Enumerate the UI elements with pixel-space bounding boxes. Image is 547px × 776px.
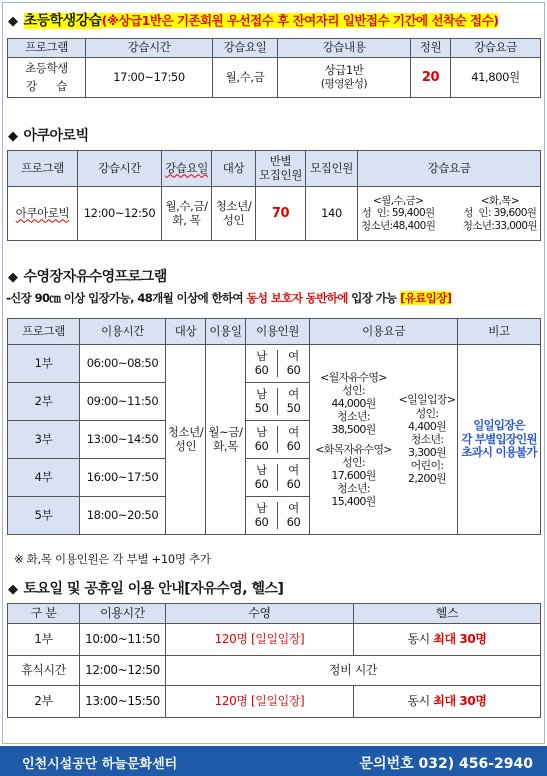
section-title-text: 수영장자유수영프로그램 <box>23 269 167 285</box>
footer-org: 인천시설공단 하늘문화센터 <box>22 757 178 772</box>
cell-capacity <box>246 345 310 383</box>
cell-time: 09:00~11:50 <box>80 383 166 421</box>
footer-contact: 문의번호 032) 456-2940 <box>359 756 533 772</box>
male-count <box>246 502 278 530</box>
male-value: 50 <box>254 400 269 415</box>
fee-mwf-youth: 청소년:48,400원 <box>361 219 436 232</box>
male-count <box>246 426 278 454</box>
gym-prefix: 동시 <box>407 694 434 709</box>
cell-gym <box>354 686 541 718</box>
cell-part: 3부 <box>8 421 80 459</box>
fee-tt-adult-label: 성인: <box>342 455 365 469</box>
header-days-text: 강습요일 <box>165 160 208 175</box>
cell-part: 1부 <box>8 345 80 383</box>
cell-part: 1부 <box>8 624 80 656</box>
female-label: 여 <box>288 462 299 477</box>
header-time: 이용시간 <box>80 604 166 624</box>
cell-time: 12:00~12:50 <box>78 187 162 241</box>
header-program: 프로그램 <box>8 151 78 187</box>
header-gym: 헬스 <box>354 604 541 624</box>
female-label: 여 <box>288 424 299 439</box>
cell-capacity <box>246 421 310 459</box>
female-label: 여 <box>288 348 299 363</box>
section-title-text: 초등학생강습 <box>23 13 102 29</box>
days-line1: 월,수,금/ <box>165 198 208 213</box>
cell-program <box>8 58 86 98</box>
fee-tt <box>463 195 537 233</box>
footer-bar <box>0 746 547 776</box>
cell-recruit: 140 <box>306 187 358 241</box>
free-swim-table <box>7 318 541 535</box>
gym-max: 최대 30명 <box>433 632 487 647</box>
header-content: 강습내용 <box>278 39 411 58</box>
female-value: 60 <box>286 476 301 491</box>
header-days <box>162 151 212 187</box>
cell-capacity <box>246 459 310 497</box>
section-title-weekend <box>8 578 283 598</box>
female-label: 여 <box>288 500 299 515</box>
section-notice: (※상급1반은 기존회원 우선접수 후 잔여자리 일반접수 기간에 선착순 접수) <box>101 13 499 28</box>
header-capacity: 정원 <box>411 39 451 58</box>
cell-part: 5부 <box>8 497 80 535</box>
remark-line3: 초과시 이용불가 <box>461 445 537 460</box>
male-count <box>246 388 278 416</box>
weekend-table <box>7 603 541 718</box>
cell-capacity <box>246 497 310 535</box>
cell-time: 13:00~15:50 <box>80 686 166 718</box>
fee-mwf-adult: 성 인: 59,400원 <box>361 207 435 220</box>
female-count <box>278 350 309 378</box>
cell-fee <box>310 345 458 535</box>
fee-tt-title: <화목자유수영> <box>315 442 392 456</box>
male-label: 남 <box>256 424 267 439</box>
cell-time: 16:00~17:50 <box>80 459 166 497</box>
fee-month-title: <월자유수영> <box>320 370 387 384</box>
female-label: 여 <box>288 386 299 401</box>
free-swim-note: ※ 화,목 이용인원은 각 부별 +10명 추가 <box>14 552 211 566</box>
diamond-bullet-icon: ◆ <box>8 582 18 597</box>
cell-content <box>278 58 411 98</box>
cell-maintenance: 정비 시간 <box>166 656 541 686</box>
cell-remark <box>458 345 541 535</box>
cell-time: 13:00~14:50 <box>80 421 166 459</box>
cell-capacity <box>246 383 310 421</box>
header-part: 구 분 <box>8 604 80 624</box>
fee-month-youth: 38,500원 <box>331 423 376 437</box>
header-recruit: 모집인원 <box>306 151 358 187</box>
header-program: 프로그램 <box>8 319 80 345</box>
male-value: 60 <box>254 476 269 491</box>
header-time: 강습시간 <box>78 151 162 187</box>
program-line1: 초등학생 <box>25 60 68 75</box>
header-swim: 수영 <box>166 604 354 624</box>
cell-time: 12:00~12:50 <box>80 656 166 686</box>
fee-mwf <box>361 195 435 233</box>
target-line1: 청소년/ <box>167 424 204 439</box>
female-value: 60 <box>286 362 301 377</box>
header-time: 이용시간 <box>80 319 166 345</box>
male-count <box>246 464 278 492</box>
fee-daily <box>397 393 457 485</box>
subtitle-mid: 입장 가능 <box>347 291 401 305</box>
header-target: 대상 <box>212 151 256 187</box>
header-remark: 비고 <box>458 319 541 345</box>
header-per-class <box>256 151 306 187</box>
male-label: 남 <box>256 500 267 515</box>
header-days: 강습요일 <box>213 39 278 58</box>
header-days: 이용일 <box>206 319 246 345</box>
female-value: 50 <box>286 400 301 415</box>
cell-days <box>206 345 246 535</box>
content-line1: 상급1반 <box>324 63 364 78</box>
fee-tt-adult: 17,600원 <box>331 468 376 482</box>
male-label: 남 <box>256 348 267 363</box>
cell-per-class: 70 <box>256 187 306 241</box>
remark-line2: 각 부별입장인원 <box>461 431 537 446</box>
cell-swim: 120명 [일일입장] <box>166 624 354 656</box>
header-fee: 강습요금 <box>451 39 541 58</box>
program-line2: 강 습 <box>26 78 67 93</box>
cell-time: 18:00~20:50 <box>80 497 166 535</box>
elementary-table <box>7 38 541 98</box>
subtitle-paid-tag: [유료입장] <box>400 291 452 305</box>
diamond-bullet-icon: ◆ <box>8 14 18 29</box>
section-title-text: 토요일 및 공휴일 이용 안내[자유수영, 헬스] <box>23 581 284 597</box>
aquarobic-table <box>7 150 541 241</box>
cell-fee: 41,800원 <box>451 58 541 98</box>
cell-time: 17:00~17:50 <box>86 58 213 98</box>
header-capacity: 이용인원 <box>246 319 310 345</box>
cell-days: 월,수,금 <box>213 58 278 98</box>
program-text: 아쿠아로빅 <box>15 205 70 220</box>
fee-month-adult: 44,000원 <box>331 396 376 410</box>
header-time: 강습시간 <box>86 39 213 58</box>
target-line1: 청소년/ <box>215 198 252 213</box>
fee-tt-adult: 성 인: 39,600원 <box>463 207 537 220</box>
female-count <box>278 388 309 416</box>
cell-time: 10:00~11:50 <box>80 624 166 656</box>
male-value: 60 <box>254 438 269 453</box>
target-line2: 성인 <box>222 212 245 227</box>
days-line2: 화,목 <box>213 438 238 453</box>
diamond-bullet-icon: ◆ <box>8 129 18 144</box>
header-target: 대상 <box>166 319 206 345</box>
header-program: 프로그램 <box>8 39 86 58</box>
cell-program <box>8 187 78 241</box>
target-line2: 성인 <box>174 438 197 453</box>
fee-tt-youth-label: 청소년: <box>337 482 370 496</box>
cell-part: 2부 <box>8 383 80 421</box>
header-per-class-line2: 모집인원 <box>259 167 302 182</box>
male-value: 60 <box>254 514 269 529</box>
female-value: 60 <box>286 514 301 529</box>
fee-day-child: 2,200원 <box>408 472 446 486</box>
female-count <box>278 426 309 454</box>
cell-gym <box>354 624 541 656</box>
header-fee: 이용요금 <box>310 319 458 345</box>
cell-time: 06:00~08:50 <box>80 345 166 383</box>
header-fee: 강습요금 <box>358 151 541 187</box>
days-line2: 화, 목 <box>172 212 201 227</box>
fee-month-youth-label: 청소년: <box>337 410 370 424</box>
content-line2: (평영완성) <box>320 78 368 91</box>
cell-part: 4부 <box>8 459 80 497</box>
female-count <box>278 464 309 492</box>
male-label: 남 <box>256 386 267 401</box>
cell-part: 휴식시간 <box>8 656 80 686</box>
days-line1: 월~금/ <box>208 424 243 439</box>
section-title-aquarobic <box>8 125 89 145</box>
cell-target <box>166 345 206 535</box>
cell-days <box>162 187 212 241</box>
cell-target <box>212 187 256 241</box>
fee-tt-youth: 15,400원 <box>331 495 376 509</box>
female-count <box>278 502 309 530</box>
fee-month-block <box>310 371 397 437</box>
fee-day-title: <일일입장> <box>398 393 456 407</box>
section-title-elementary <box>8 10 498 30</box>
subtitle-guardian: 동성 보호자 동반하에 <box>246 291 348 305</box>
fee-day-youth: 3,300원 <box>408 446 446 460</box>
fee-day-child-label: 어린이: <box>410 459 444 473</box>
female-value: 60 <box>286 438 301 453</box>
section-title-free-swim <box>8 266 167 286</box>
diamond-bullet-icon: ◆ <box>8 270 18 285</box>
cell-swim: 120명 [일일입장] <box>166 686 354 718</box>
fee-day-adult: 4,400원 <box>408 419 446 433</box>
section-title-text: 아쿠아로빅 <box>23 128 89 144</box>
fee-mwf-title: <월,수,금> <box>372 194 424 207</box>
fee-month-adult-label: 성인: <box>342 383 365 397</box>
fee-tt-youth: 청소년:33,000원 <box>462 219 537 232</box>
fee-tt-block <box>310 443 397 509</box>
male-count <box>246 350 278 378</box>
male-value: 60 <box>254 362 269 377</box>
cell-fee <box>358 187 541 241</box>
fee-tt-title: <화,목> <box>480 194 519 207</box>
subtitle-prefix: -신장 90㎝ 이상 입장가능, 48개월 이상에 한하여 <box>6 291 247 305</box>
free-swim-subtitle <box>6 290 451 306</box>
remark-line1: 일일입장은 <box>473 417 525 432</box>
fee-monthly <box>310 371 397 509</box>
gym-max: 최대 30명 <box>433 694 487 709</box>
male-label: 남 <box>256 462 267 477</box>
header-per-class-line1: 반별 <box>269 153 292 168</box>
cell-capacity: 20 <box>411 58 451 98</box>
fee-day-youth-label: 청소년: <box>410 432 444 446</box>
cell-part: 2부 <box>8 686 80 718</box>
fee-day-adult-label: 성인: <box>415 406 439 420</box>
gym-prefix: 동시 <box>407 632 434 647</box>
